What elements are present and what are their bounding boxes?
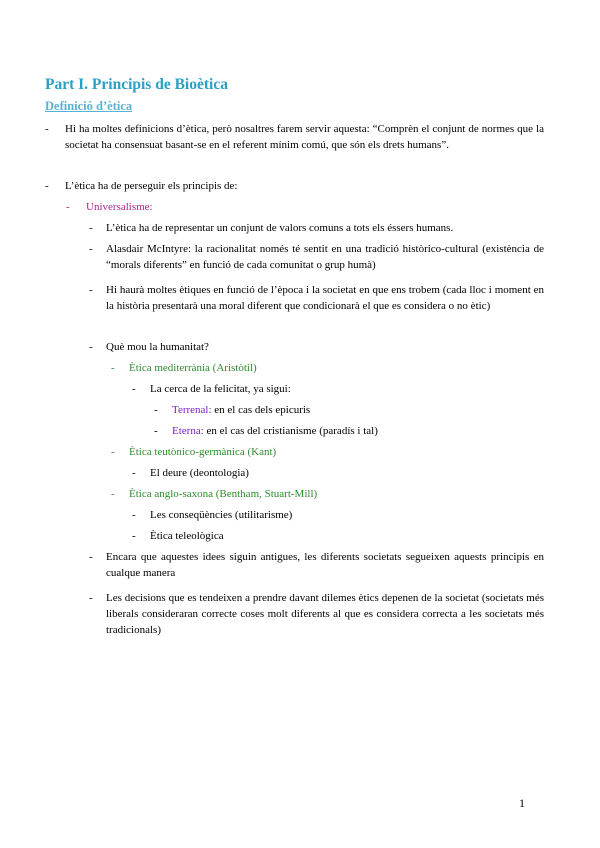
bullet-dash: - bbox=[89, 284, 93, 296]
list-item-text: Hi haurà moltes ètiques en funció de l’època i la societat en que ens trobem (cada lloc i moment en la història presentarà una moral diferent que condicionarà el que es considera o no ètic) bbox=[106, 284, 544, 312]
bullet-dash: - bbox=[132, 509, 136, 521]
list-item-text: Alasdair McIntyre: la racionalitat només té sentit en una tradició històrico-cultural (existència de “morals diferents” en funció de cada comunitat o grup humà) bbox=[106, 243, 544, 271]
bullet-dash: - bbox=[111, 446, 115, 458]
term-text: en el cas dels epicuris bbox=[211, 404, 311, 416]
bullet-dash: - bbox=[89, 592, 93, 604]
term-label: Eterna: bbox=[172, 425, 204, 437]
list-item-text: L’ètica ha de representar un conjunt de valors comuns a tots els éssers humans. bbox=[106, 222, 454, 234]
list-item-text: Les conseqüències (utilitarisme) bbox=[150, 509, 293, 521]
section-title: Definició d’ètica bbox=[45, 99, 133, 113]
bullet-dash: - bbox=[132, 530, 136, 542]
list-item-label: Universalisme: bbox=[86, 201, 153, 213]
bullet-dash: - bbox=[66, 201, 70, 213]
list-item-text bbox=[172, 423, 378, 439]
bullet-dash: - bbox=[45, 123, 49, 135]
bullet-dash: - bbox=[132, 467, 136, 479]
list-item-label: Ètica teutònico-germànica (Kant) bbox=[129, 446, 277, 458]
list-item-label: Ètica anglo-saxona (Bentham, Stuart-Mill) bbox=[129, 488, 318, 500]
bullet-dash: - bbox=[45, 180, 49, 192]
bullet-dash: - bbox=[132, 383, 136, 395]
list-item-text: El deure (deontologia) bbox=[150, 467, 249, 479]
list-item-text: Les decisions que es tendeixen a prendre davant dilemes ètics depenen de la societat (societats més liberals consideraran correcte coses molt diferents al que es considera correcta a les societats més tradicionals) bbox=[106, 592, 544, 636]
bullet-dash: - bbox=[111, 362, 115, 374]
list-item-text: Què mou la humanitat? bbox=[106, 341, 209, 353]
bullet-dash: - bbox=[89, 341, 93, 353]
bullet-dash: - bbox=[89, 243, 93, 255]
bullet-dash: - bbox=[89, 551, 93, 563]
term-text: en el cas del cristianisme (paradís i tal) bbox=[203, 425, 378, 437]
bullet-dash: - bbox=[154, 404, 158, 416]
list-item-text: Encara que aquestes idees siguin antigues, les diferents societats segueixen aquests principis en cualque manera bbox=[106, 551, 544, 579]
bullet-dash: - bbox=[111, 488, 115, 500]
list-item-label: Ètica mediterrània (Aristòtil) bbox=[129, 362, 257, 374]
list-item-text: La cerca de la felicitat, ya sigui: bbox=[150, 383, 291, 395]
list-item-text: Hi ha moltes definicions d’ètica, però nosaltres farem servir aquesta: “Comprèn el conjunt de normes que la societat ha consensuat basant-se en el referent mínim comú, que són els drets humans”. bbox=[65, 123, 544, 151]
bullet-dash: - bbox=[154, 425, 158, 437]
list-item-text: Ètica teleològica bbox=[150, 530, 224, 542]
page-number: 1 bbox=[519, 796, 525, 810]
list-item-text bbox=[172, 402, 310, 418]
list-item-text: L’ètica ha de perseguir els principis de: bbox=[65, 180, 238, 192]
page-title: Part I. Principis de Bioètica bbox=[45, 76, 228, 93]
term-label: Terrenal: bbox=[172, 404, 212, 416]
bullet-dash: - bbox=[89, 222, 93, 234]
